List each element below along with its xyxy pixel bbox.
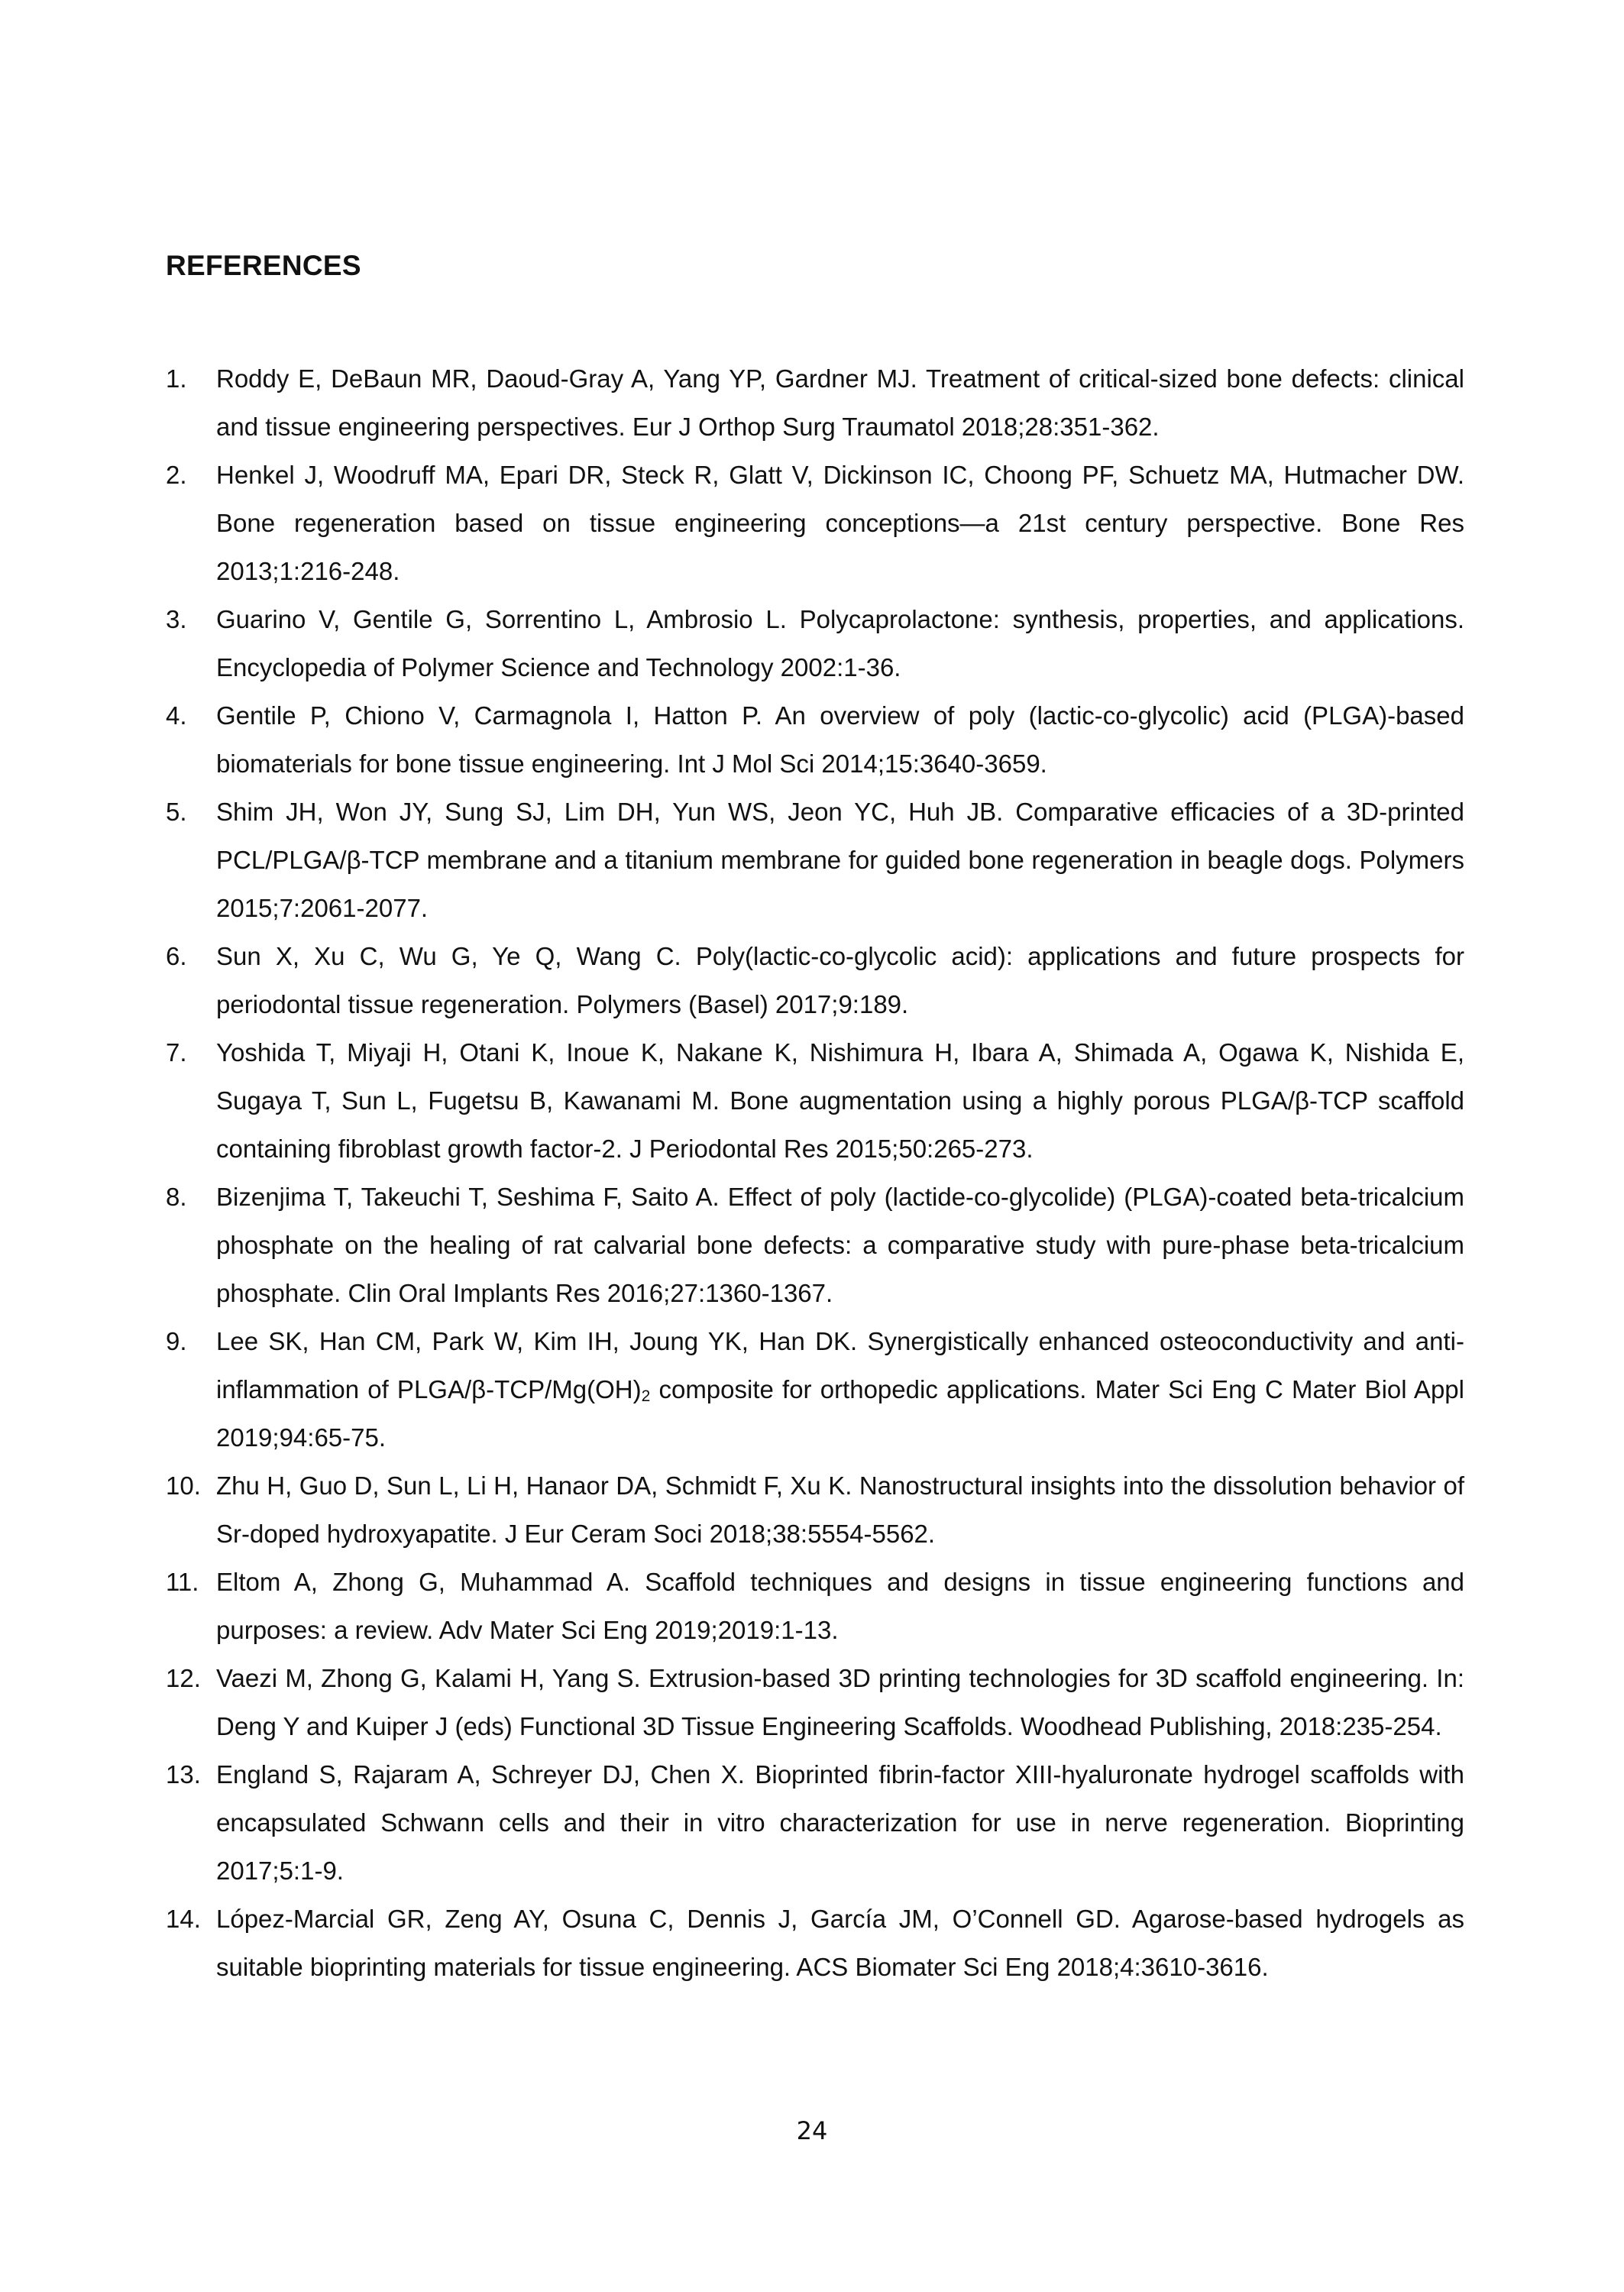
reference-item <box>166 691 1464 788</box>
reference-number: 7. <box>166 1038 187 1067</box>
reference-text: Sun X, Xu C, Wu G, Ye Q, Wang C. Poly(lactic-co-glycolic acid): applications and future prospects for periodontal tissue regeneration. Polymers (Basel) 2017;9:189. <box>216 942 1464 1018</box>
reference-item <box>166 1317 1464 1462</box>
reference-number: 11. <box>166 1568 199 1596</box>
reference-number: 10. <box>166 1471 201 1500</box>
page-number: 24 <box>796 2116 828 2145</box>
reference-item <box>166 1654 1464 1750</box>
reference-number: 13. <box>166 1760 201 1789</box>
reference-item <box>166 354 1464 451</box>
reference-text: England S, Rajaram A, Schreyer DJ, Chen X. Bioprinted fibrin-factor XIII-hyaluronate hydrogel scaffolds with encapsulated Schwann cells and their in vitro characterization for use in nerve regeneration. Bioprinting 2017;5:1-9. <box>216 1760 1464 1885</box>
reference-text: Roddy E, DeBaun MR, Daoud-Gray A, Yang YP, Gardner MJ. Treatment of critical-sized bone defects: clinical and tissue engineering perspectives. Eur J Orthop Surg Traumatol 2018;28:351-362. <box>216 364 1464 441</box>
reference-list <box>166 354 1464 1991</box>
reference-number: 5. <box>166 798 187 826</box>
reference-item <box>166 1895 1464 1991</box>
reference-text: Zhu H, Guo D, Sun L, Li H, Hanaor DA, Schmidt F, Xu K. Nanostructural insights into the dissolution behavior of Sr-doped hydroxyapatite. J Eur Ceram Soci 2018;38:5554-5562. <box>216 1471 1464 1548</box>
reference-number: 9. <box>166 1327 187 1355</box>
reference-number: 6. <box>166 942 187 970</box>
reference-number: 1. <box>166 364 187 393</box>
reference-text: Bizenjima T, Takeuchi T, Seshima F, Saito A. Effect of poly (lactide-co-glycolide) (PLGA)-coated beta-tricalcium phosphate on the healing of rat calvarial bone defects: a comparative study with pure-phase beta-tricalcium phosphate. Clin Oral Implants Res 2016;27:1360-1367. <box>216 1183 1464 1307</box>
subscript: 2 <box>641 1387 651 1405</box>
reference-text: Guarino V, Gentile G, Sorrentino L, Ambrosio L. Polycaprolactone: synthesis, properties, and applications. Encyclopedia of Polymer Science and Technology 2002:1-36. <box>216 605 1464 681</box>
reference-text: Yoshida T, Miyaji H, Otani K, Inoue K, Nakane K, Nishimura H, Ibara A, Shimada A, Ogawa K, Nishida E, Sugaya T, Sun L, Fugetsu B, Kawanami M. Bone augmentation using a highly porous PLGA/β-TCP scaffold containing fibroblast growth factor-2. J Periodontal Res 2015;50:265-273. <box>216 1038 1464 1163</box>
reference-item <box>166 451 1464 595</box>
reference-text: Gentile P, Chiono V, Carmagnola I, Hatton P. An overview of poly (lactic-co-glycolic) acid (PLGA)-based biomaterials for bone tissue engineering. Int J Mol Sci 2014;15:3640-3659. <box>216 701 1464 778</box>
reference-number: 4. <box>166 701 187 730</box>
reference-item <box>166 788 1464 932</box>
reference-text: López-Marcial GR, Zeng AY, Osuna C, Dennis J, García JM, O’Connell GD. Agarose-based hydrogels as suitable bioprinting materials for tissue engineering. ACS Biomater Sci Eng 2018;4:3610-3616. <box>216 1905 1464 1981</box>
reference-number: 12. <box>166 1664 201 1692</box>
reference-text: composite for orthopedic applications. Mater Sci Eng C Mater Biol Appl 2019;94:65-75. <box>216 1375 1464 1452</box>
reference-item <box>166 932 1464 1028</box>
reference-number: 3. <box>166 605 187 633</box>
reference-item <box>166 595 1464 691</box>
reference-item <box>166 1750 1464 1895</box>
reference-number: 2. <box>166 461 187 489</box>
reference-text: Henkel J, Woodruff MA, Epari DR, Steck R, Glatt V, Dickinson IC, Choong PF, Schuetz MA, Hutmacher DW. Bone regeneration based on tissue engineering conceptions—a 21st century perspective. Bone Res 2013;1:216-248. <box>216 461 1464 585</box>
reference-item <box>166 1462 1464 1558</box>
reference-text: Lee SK, Han CM, Park W, Kim IH, Joung YK, Han DK. Synergistically enhanced osteoconductivity and anti-inflammation of PLGA/β-TCP/Mg(OH) <box>216 1327 1464 1403</box>
reference-text: Shim JH, Won JY, Sung SJ, Lim DH, Yun WS, Jeon YC, Huh JB. Comparative efficacies of a 3D-printed PCL/PLGA/β-TCP membrane and a titanium membrane for guided bone regeneration in beagle dogs. Polymers 2015;7:2061-2077. <box>216 798 1464 922</box>
reference-number: 14. <box>166 1905 201 1933</box>
reference-item <box>166 1558 1464 1654</box>
reference-number: 8. <box>166 1183 187 1211</box>
reference-text: Eltom A, Zhong G, Muhammad A. Scaffold techniques and designs in tissue engineering functions and purposes: a review. Adv Mater Sci Eng 2019;2019:1-13. <box>216 1568 1464 1644</box>
references-heading: REFERENCES <box>166 250 361 281</box>
reference-item <box>166 1173 1464 1317</box>
reference-text: Vaezi M, Zhong G, Kalami H, Yang S. Extrusion-based 3D printing technologies for 3D scaffold engineering. In: Deng Y and Kuiper J (eds) Functional 3D Tissue Engineering Scaffolds. Woodhead Publishing, 2018:235-254. <box>216 1664 1464 1740</box>
reference-item <box>166 1028 1464 1173</box>
